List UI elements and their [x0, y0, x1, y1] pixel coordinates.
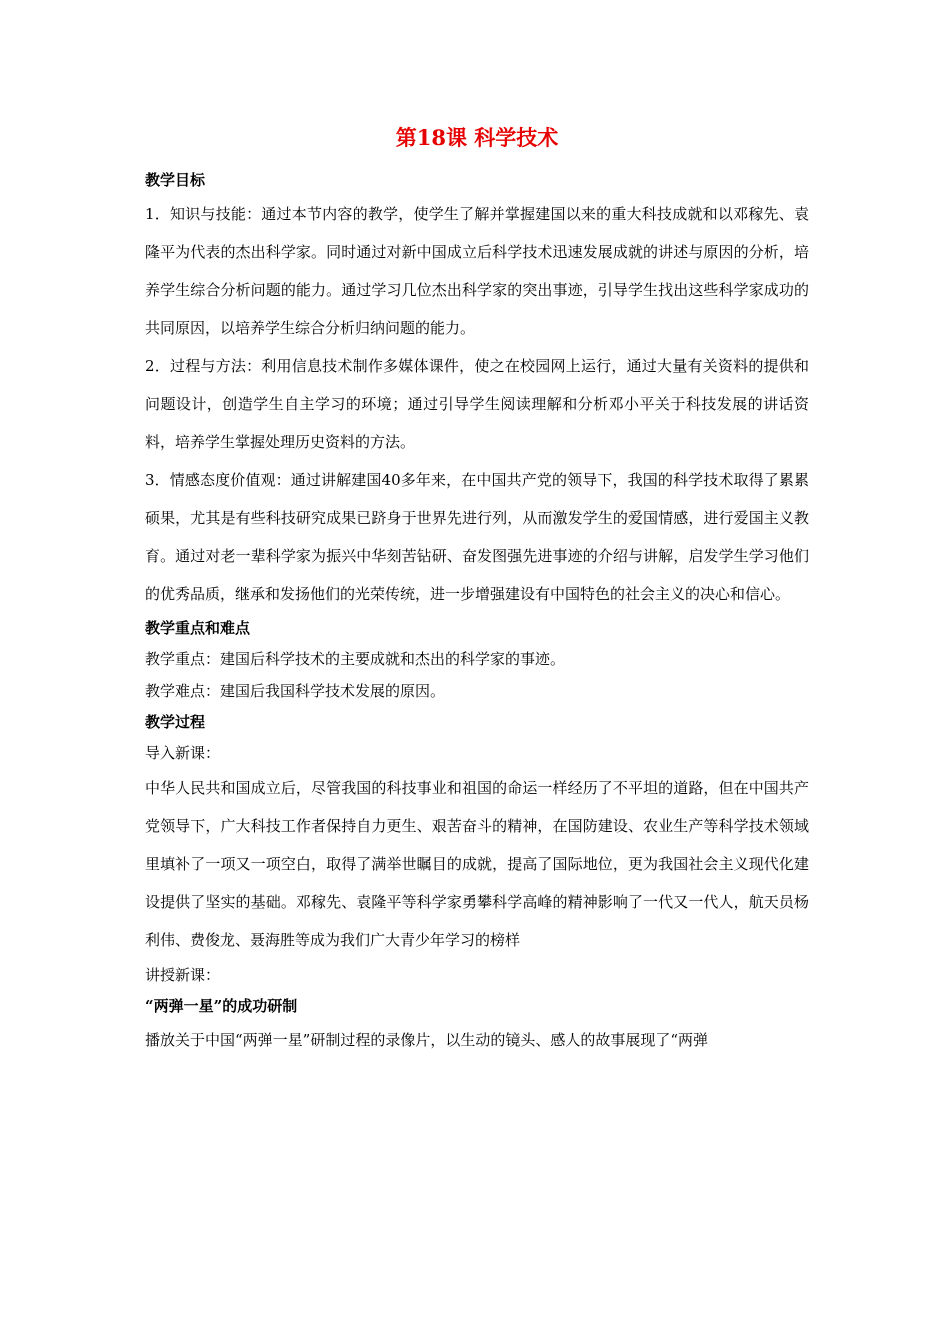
- goal-method: 2．过程与方法：利用信息技术制作多媒体课件，使之在校园网上运行，通过大量有关资料的提供和问题设计，创造学生自主学习的环境；通过引导学生阅读理解和分析邓小平关于科技发展的讲话资料，培养学生掌握处理历史资料的方法。: [145, 357, 809, 451]
- goal-knowledge: 1．知识与技能：通过本节内容的教学，使学生了解并掌握建国以来的重大科技成就和以邓稼先、袁隆平为代表的杰出科学家。同时通过对新中国成立后科学技术迅速发展成就的讲述与原因的分析，培养学生综合分析问题的能力。通过学习几位杰出科学家的突出事迹，引导学生找出这些科学家成功的共同原因，以培养学生综合分析归纳问题的能力。: [145, 205, 809, 337]
- document-body: [145, 118, 809, 1059]
- goal-values: 3．情感态度价值观：通过讲解建国40多年来，在中国共产党的领导下，我国的科学技术取得了累累硕果，尤其是有些科技研究成果已跻身于世界先进行列，从而激发学生的爱国情感，进行爱国主义教育。通过对老一辈科学家为振兴中华刻苦钻研、奋发图强先进事迹的介绍与讲解，启发学生学习他们的优秀品质，继承和发扬他们的光荣传统，进一步增强建设有中国特色的社会主义的决心和信心。: [145, 471, 809, 603]
- section-heading: “两弹一星”的成功研制: [145, 997, 298, 1015]
- lesson-title: 第18课 科学技术: [395, 125, 559, 150]
- key-focus: 教学重点：建国后科学技术的主要成就和杰出的科学家的事迹。: [145, 650, 566, 668]
- section-text: 播放关于中国“两弹一星”研制过程的录像片，以生动的镜头、感人的故事展现了“两弹: [145, 1031, 709, 1049]
- process-heading: 教学过程: [145, 713, 206, 731]
- key-difficulty: 教学难点：建国后我国科学技术发展的原因。: [145, 682, 446, 700]
- goals-heading: 教学目标: [145, 171, 206, 189]
- lecture-label: 讲授新课：: [145, 966, 221, 984]
- intro-text: 中华人民共和国成立后，尽管我国的科技事业和祖国的命运一样经历了不平坦的道路，但在中国共产党领导下，广大科技工作者保持自力更生、艰苦奋斗的精神，在国防建设、农业生产等科学技术领域里填补了一项又一项空白，取得了满举世瞩目的成就，提高了国际地位，更为我国社会主义现代化建设提供了坚实的基础。邓稼先、袁隆平等科学家勇攀科学高峰的精神影响了一代又一代人，航天员杨利伟、费俊龙、聂海胜等成为我们广大青少年学习的榜样: [145, 779, 809, 949]
- key-points-heading: 教学重点和难点: [145, 619, 251, 637]
- intro-label: 导入新课：: [145, 744, 221, 762]
